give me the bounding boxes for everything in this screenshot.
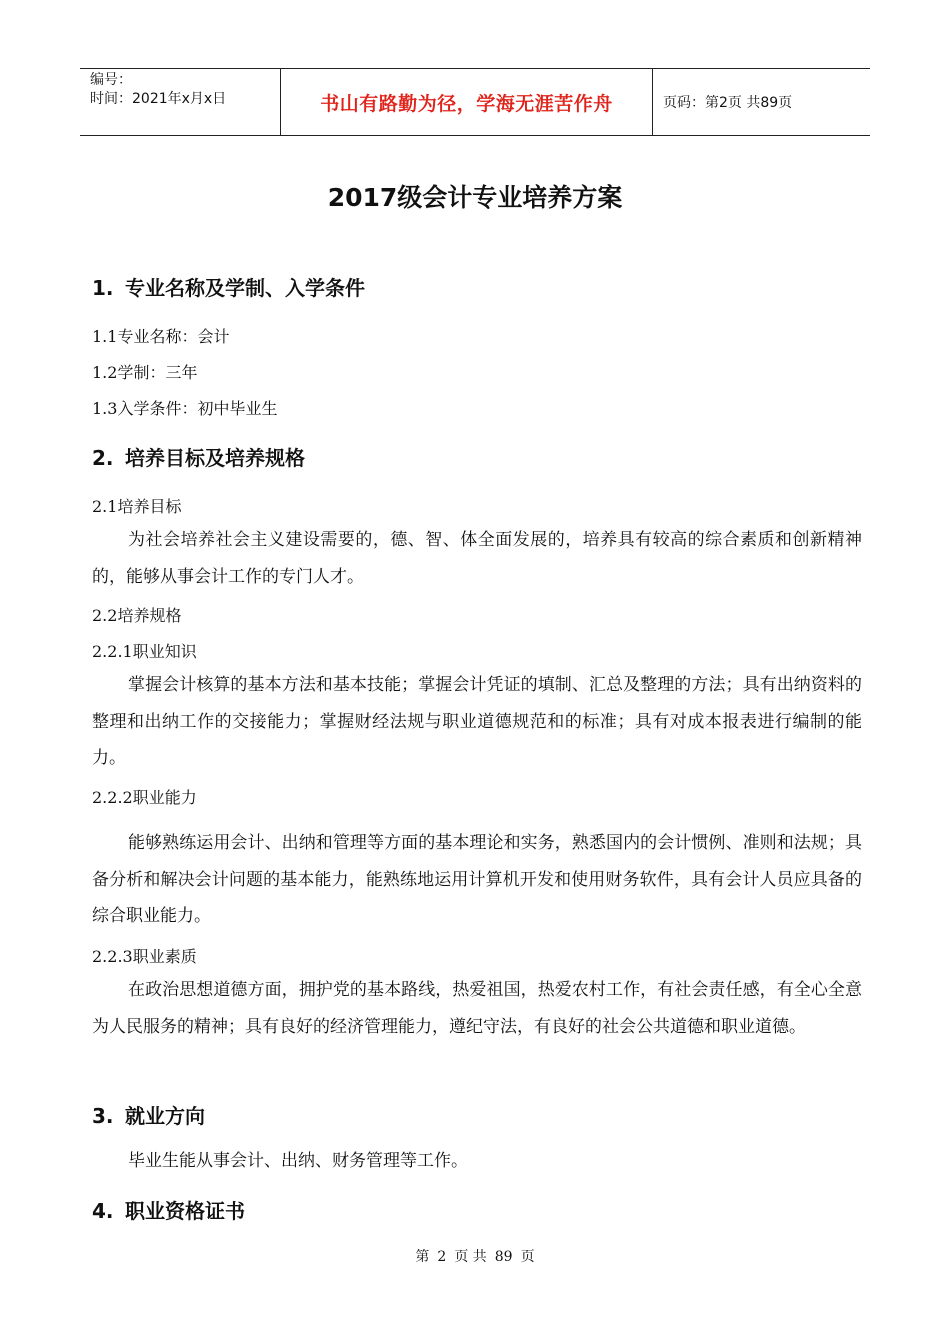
section-number: 3.	[92, 1104, 114, 1128]
footer-prefix: 第	[415, 1249, 430, 1265]
page-footer	[0, 1246, 950, 1266]
section-title: 专业名称及学制、入学条件	[125, 276, 365, 300]
page-header	[80, 68, 870, 136]
item-1-3: 1.3入学条件：初中毕业生	[92, 399, 278, 418]
item-1-2: 1.2学制：三年	[92, 363, 198, 382]
item-2-2-1: 2.2.1职业知识	[92, 642, 197, 661]
section-title: 培养目标及培养规格	[125, 446, 305, 470]
paragraph-2-2-1: 掌握会计核算的基本方法和基本技能；掌握会计凭证的填制、汇总及整理的方法；具有出纳资料的整理和出纳工作的交接能力；掌握财经法规与职业道德规范和的标准；具有对成本报表进行编制的能力。	[92, 675, 862, 768]
section-number: 2.	[92, 446, 114, 470]
section-heading-2	[92, 442, 305, 471]
paragraph-2-2-3: 在政治思想道德方面，拥护党的基本路线，热爱祖国，热爱农村工作，有社会责任感，有全心全意为人民服务的精神；具有良好的经济管理能力，遵纪守法，有良好的社会公共道德和职业道德。	[92, 980, 862, 1037]
item-2-2-3: 2.2.3职业素质	[92, 947, 197, 966]
paragraph-3: 毕业生能从事会计、出纳、财务管理等工作。	[128, 1151, 468, 1171]
header-motto-cell	[280, 69, 653, 135]
item-2-2-2: 2.2.2职业能力	[92, 788, 197, 807]
footer-page-number: 2	[437, 1249, 447, 1265]
number-label: 编号：	[90, 72, 132, 88]
paragraph-2-1: 为社会培养社会主义建设需要的，德、智、体全面发展的，培养具有较高的综合素质和创新精神的，能够从事会计工作的专门人才。	[92, 530, 862, 587]
section-heading-4	[92, 1195, 245, 1224]
header-page-info: 页码：第2页 共89页	[663, 95, 793, 111]
header-meta	[80, 69, 280, 135]
footer-mid: 页 共	[454, 1249, 487, 1265]
section-heading-3	[92, 1100, 205, 1129]
section-title: 职业资格证书	[125, 1199, 245, 1223]
footer-suffix: 页	[520, 1249, 535, 1265]
item-2-2: 2.2培养规格	[92, 606, 182, 625]
time-label: 时间：2021年x月x日	[90, 91, 227, 107]
item-1-1: 1.1专业名称：会计	[92, 327, 230, 346]
section-number: 1.	[92, 276, 114, 300]
section-number: 4.	[92, 1199, 114, 1223]
motto: 书山有路勤为径，学海无涯苦作舟	[320, 92, 613, 115]
item-2-1: 2.1培养目标	[92, 497, 182, 516]
paragraph-2-2-2: 能够熟练运用会计、出纳和管理等方面的基本理论和实务，熟悉国内的会计惯例、准则和法规；具备分析和解决会计问题的基本能力，能熟练地运用计算机开发和使用财务软件，具有会计人员应具备的综合职业能力。	[92, 833, 862, 926]
footer-total-pages: 89	[494, 1249, 513, 1265]
section-heading-1	[92, 272, 365, 301]
document-title: 2017级会计专业培养方案	[327, 183, 623, 212]
section-title: 就业方向	[125, 1104, 205, 1128]
